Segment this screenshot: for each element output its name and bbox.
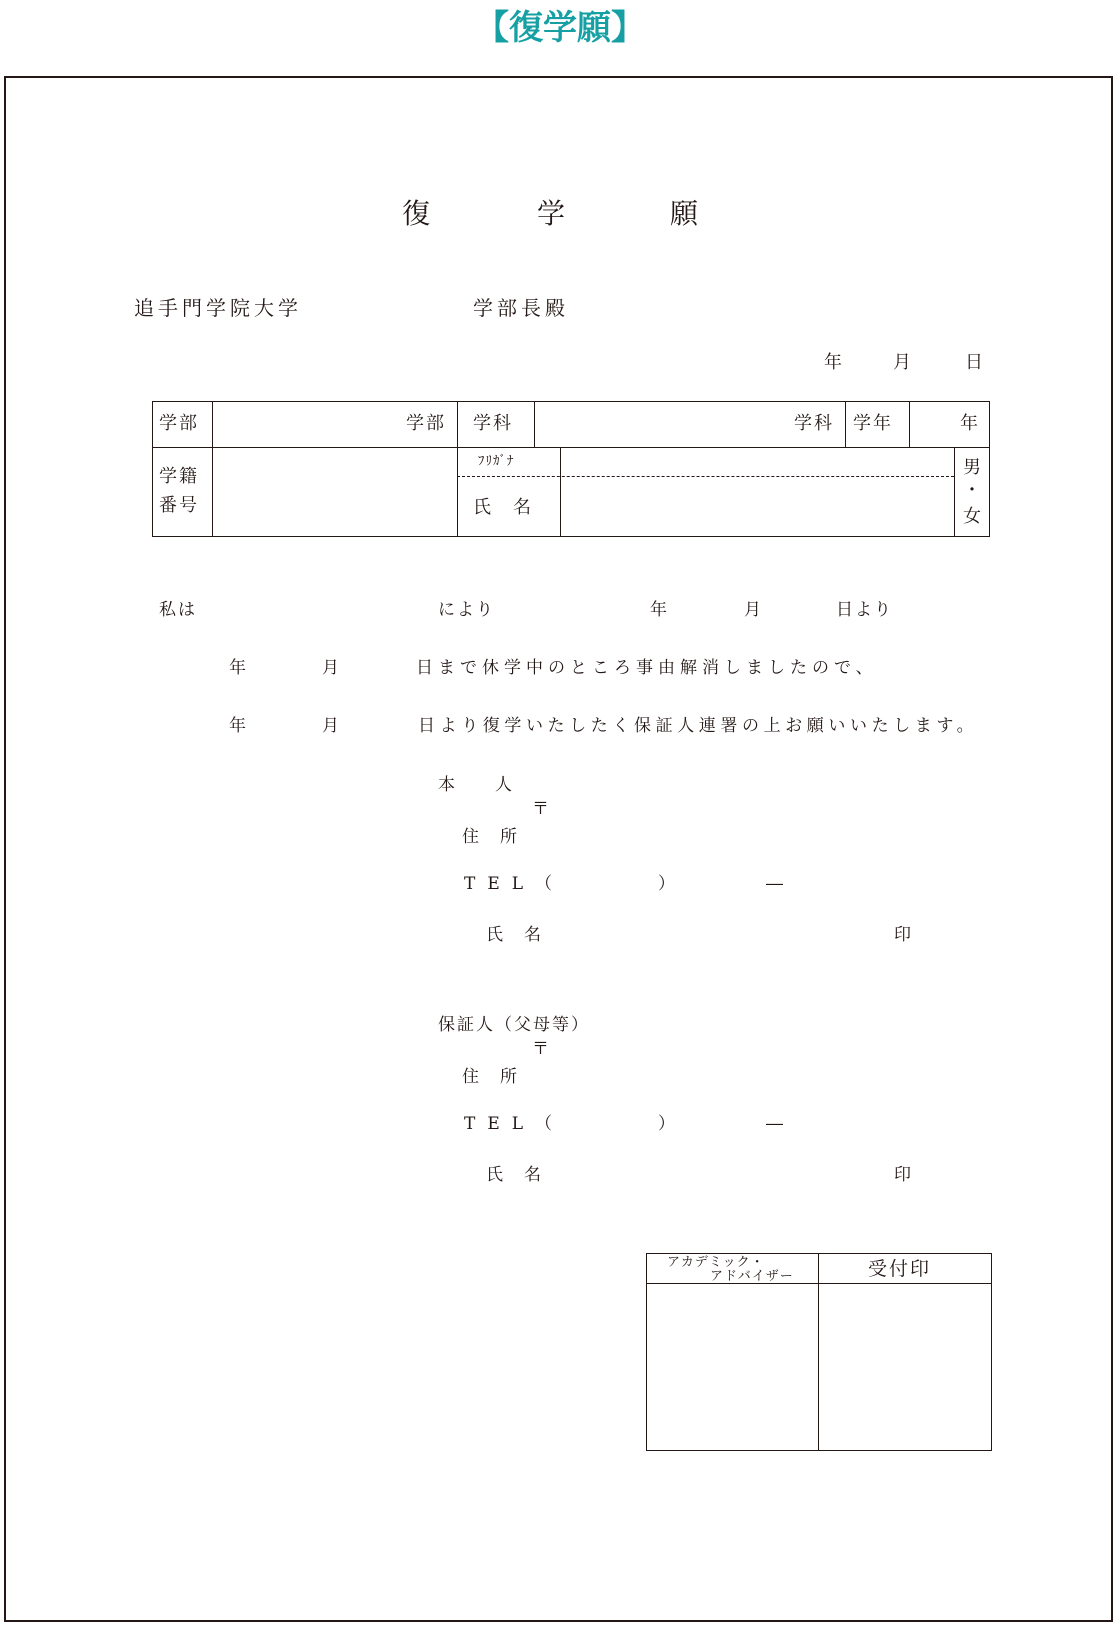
reception-stamp-label: 受付印 [868, 1258, 932, 1280]
name-label: 氏 名 [473, 497, 533, 518]
guarantor-address-input[interactable] [560, 1058, 940, 1088]
gender-female-option[interactable]: 女 [963, 506, 983, 527]
guarantor-tel-dash: ― [766, 1114, 785, 1134]
advisor-label: アドバイザー [710, 1269, 794, 1284]
body-request-statement: 日より復学いたしたく保証人連署の上お願いいたします。 [418, 716, 979, 736]
university-name: 追手門学院大学 [134, 296, 302, 320]
furigana-label: ﾌﾘｶﾞﾅ [478, 454, 515, 469]
body-year: 年 [229, 658, 248, 678]
body-reason: により [438, 600, 495, 620]
guarantor-address-label: 住 所 [462, 1067, 519, 1087]
guarantor-name-input[interactable] [560, 1158, 880, 1188]
guarantor-seal: 印 [894, 1165, 913, 1185]
applicant-address-label: 住 所 [462, 827, 519, 847]
reception-stamp-area[interactable] [820, 1285, 990, 1449]
applicant-heading: 本 人 [438, 775, 514, 795]
body-month: 月 [744, 600, 763, 620]
body-year: 年 [650, 600, 669, 620]
body-month: 月 [322, 716, 341, 736]
page-header-title: 【復学願】 [475, 8, 645, 48]
advisor-label: アカデミック・ [667, 1255, 765, 1270]
applicant-tel-label: TEL（ [464, 874, 565, 894]
name-input[interactable] [562, 478, 954, 535]
title-char: 学 [537, 197, 566, 230]
student-id-input[interactable] [214, 449, 457, 535]
grade-label: 学年 [853, 413, 893, 434]
gender-male-option[interactable]: 男 [963, 457, 983, 478]
body-month: 月 [322, 658, 341, 678]
addressee: 学部長殿 [473, 296, 569, 320]
applicant-name-input[interactable] [560, 918, 880, 948]
date-month-field[interactable]: 月 [893, 352, 913, 373]
date-year-field[interactable]: 年 [824, 352, 844, 373]
guarantor-tel-label: TEL（ [464, 1114, 565, 1134]
guarantor-tel-input[interactable] [560, 1108, 890, 1138]
guarantor-tel-close: ） [658, 1114, 677, 1134]
faculty-label: 学部 [159, 413, 199, 434]
student-id-label: 番号 [159, 495, 199, 516]
title-char: 復 [402, 197, 431, 230]
faculty-suffix: 学部 [406, 413, 446, 434]
applicant-tel-dash: ― [766, 874, 785, 894]
department-label: 学科 [473, 413, 513, 434]
date-day-field[interactable]: 日 [965, 352, 985, 373]
guarantor-name-label: 氏 名 [486, 1165, 543, 1185]
body-year: 年 [229, 716, 248, 736]
applicant-address-input[interactable] [560, 818, 940, 848]
grade-suffix: 年 [960, 413, 980, 434]
body-leave-statement: 日まで休学中のところ事由解消しましたので、 [416, 658, 878, 678]
body-subject: 私は [159, 600, 197, 620]
body-from-day: 日より [836, 600, 893, 620]
applicant-tel-input[interactable] [560, 868, 890, 898]
furigana-input[interactable] [562, 449, 954, 475]
postal-mark: 〒 [532, 799, 551, 819]
guarantor-heading: 保証人（父母等） [438, 1015, 590, 1035]
applicant-tel-close: ） [658, 874, 677, 894]
title-char: 願 [670, 197, 699, 230]
advisor-stamp-area[interactable] [648, 1285, 817, 1449]
student-id-label: 学籍 [159, 466, 199, 487]
department-suffix: 学科 [794, 413, 834, 434]
gender-separator: ・ [963, 480, 983, 501]
applicant-name-label: 氏 名 [486, 925, 543, 945]
postal-mark: 〒 [532, 1039, 551, 1059]
applicant-seal: 印 [894, 925, 913, 945]
